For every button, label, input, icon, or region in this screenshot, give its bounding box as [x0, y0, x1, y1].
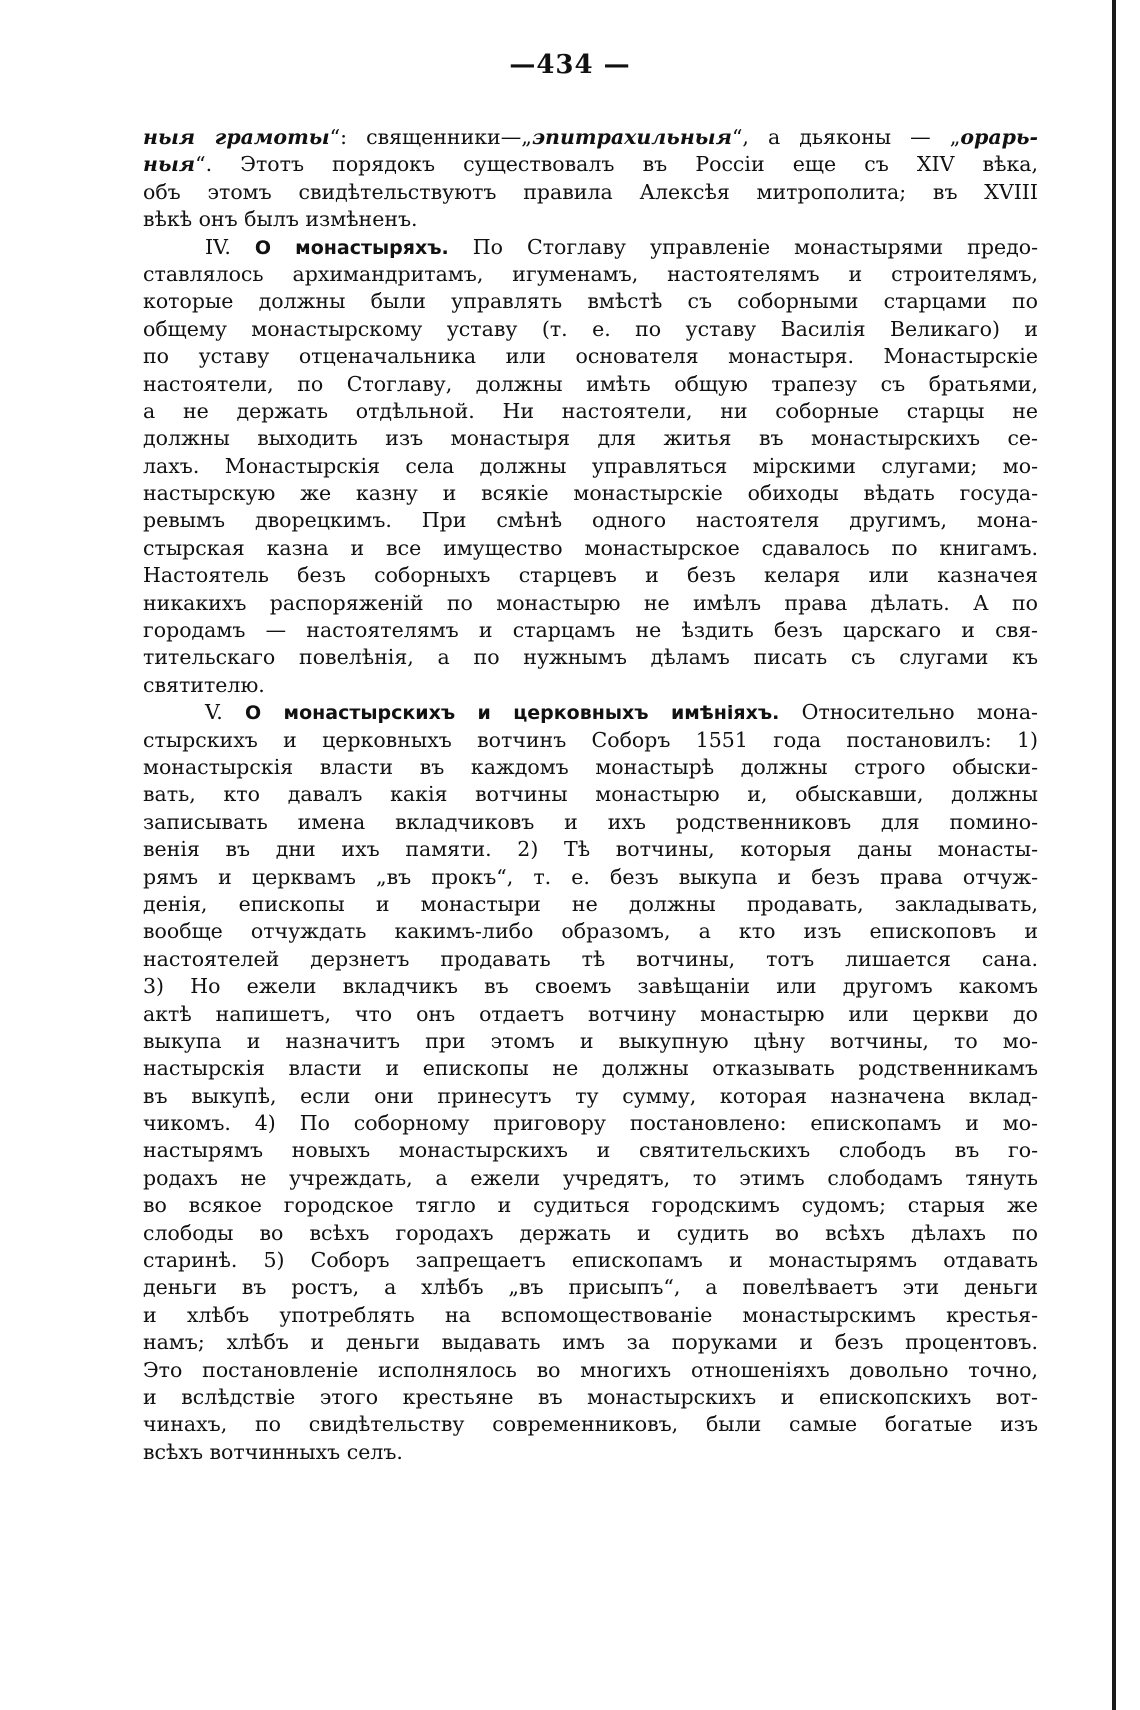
text-segment: старинѣ. 5) Соборъ запрещаетъ епископамъ и монастырямъ отдавать: [143, 1248, 1038, 1273]
text-segment: “, а дьяконы — „: [731, 125, 961, 149]
text-segment: всѣхъ вотчинныхъ селъ.: [143, 1439, 403, 1464]
text-line: [143, 918, 1038, 945]
text-line: [143, 1192, 1038, 1219]
text-segment: ревымъ дворецкимъ. При смѣнѣ одного настоятеля другимъ, мона-: [143, 508, 1038, 533]
text-line: [143, 809, 1038, 836]
text-segment: деньги въ ростъ, а хлѣбъ „въ присыпъ“, а повелѣваетъ эти деньги: [143, 1275, 1038, 1300]
text-line: [143, 781, 1038, 808]
text-segment: V.: [205, 700, 246, 725]
text-line: [143, 1384, 1038, 1411]
text-segment: лахъ. Монастырскiя села должны управляться мiрскими слугами; мо-: [143, 453, 1038, 478]
body-text: [143, 124, 1038, 1466]
italic-term: ныя: [143, 152, 196, 177]
text-line: [143, 1439, 1038, 1466]
text-segment: чинахъ, по свидѣтельству современниковъ, были самые богатые изъ: [143, 1412, 1038, 1437]
text-segment: Относительно мона-: [779, 700, 1038, 725]
text-line: [143, 1137, 1038, 1164]
text-segment: “: священники—„: [329, 125, 532, 149]
text-line: [143, 1055, 1038, 1082]
text-line: [143, 507, 1038, 534]
text-segment: тительскаго повелѣнiя, а по нужнымъ дѣламъ писать съ слугами къ: [143, 645, 1038, 670]
text-segment: которые должны были управлять вмѣстѣ съ соборными старцами по: [143, 289, 1038, 314]
text-line: [143, 754, 1038, 781]
text-line: [143, 1220, 1038, 1247]
text-line: [143, 1165, 1038, 1192]
text-line: [143, 1357, 1038, 1384]
text-segment: въ выкупѣ, если они принесутъ ту сумму, которая назначена вклад-: [143, 1083, 1038, 1108]
text-segment: выкупа и назначитъ при этомъ и выкупную цѣну вотчины, то мо-: [143, 1028, 1038, 1053]
section-heading: О монастырскихъ и церковныхъ имѣнiяхъ.: [245, 702, 780, 725]
text-segment: настоятелей дерзнетъ продавать тѣ вотчины, тотъ лишается сана.: [143, 946, 1038, 971]
text-segment: 3) Но ежели вкладчикъ въ своемъ завѣщанiи или другомъ какомъ: [143, 974, 1038, 999]
text-segment: вообще отчуждать какимъ-либо образомъ, а кто изъ епископовъ и: [143, 919, 1038, 944]
text-segment: слободы во всѣхъ городахъ держать и судить во всѣхъ дѣлахъ по: [143, 1220, 1038, 1245]
text-segment: монастырскiя власти въ каждомъ монастырѣ должны строго обыски-: [143, 754, 1038, 779]
text-segment: и вслѣдствiе этого крестьяне въ монастырскихъ и епископскихъ вот-: [143, 1384, 1038, 1409]
text-line: [143, 151, 1038, 178]
text-line: [143, 1302, 1038, 1329]
text-segment: стырская казна и все имущество монастырское сдавалось по книгамъ.: [143, 535, 1038, 560]
text-line: [143, 535, 1038, 562]
text-line: [143, 206, 1038, 233]
text-segment: общему монастырскому уставу (т. е. по уставу Василiя Великаго) и: [143, 316, 1038, 341]
text-segment: чикомъ. 4) По соборному приговору постановлено: епископамъ и мо-: [143, 1111, 1038, 1136]
text-segment: настырямъ новыхъ монастырскихъ и святительскихъ слободъ въ го-: [143, 1138, 1038, 1163]
text-segment: По Стоглаву управленiе монастырями предо-: [448, 234, 1038, 259]
text-line: [143, 1028, 1038, 1055]
text-segment: стырскихъ и церковныхъ вотчинъ Соборъ 1551 года постановилъ: 1): [143, 727, 1038, 752]
text-line: [143, 836, 1038, 863]
text-line: [143, 425, 1038, 452]
text-segment: намъ; хлѣбъ и деньги выдавать имъ за поруками и безъ процентовъ.: [143, 1330, 1038, 1355]
text-line: [143, 343, 1038, 370]
text-segment: и хлѣбъ употреблять на вспомоществованiе монастырскимъ крестья-: [143, 1302, 1038, 1327]
text-segment: городамъ — настоятелямъ и старцамъ не ѣздить безъ царскаго и свя-: [143, 618, 1038, 643]
text-segment: записывать имена вкладчиковъ и ихъ родственниковъ для помино-: [143, 809, 1038, 834]
text-line: [143, 124, 1038, 151]
text-line: [143, 1247, 1038, 1274]
text-line: [143, 1083, 1038, 1110]
text-line: [143, 973, 1038, 1000]
text-segment: вать, кто давалъ какiя вотчины монастырю и, обыскавши, должны: [143, 782, 1038, 807]
text-line: [143, 1274, 1038, 1301]
italic-term: орарь-: [960, 125, 1038, 149]
section-heading: О монастыряхъ.: [254, 236, 449, 259]
text-line: [143, 590, 1038, 617]
text-line: [143, 699, 1038, 726]
text-segment: настырскiя власти и епископы не должны отказывать родственникамъ: [143, 1056, 1038, 1081]
text-segment: а не держать отдѣльной. Ни настоятели, ни соборные старцы не: [143, 398, 1038, 423]
text-line: [143, 644, 1038, 671]
text-segment: должны выходить изъ монастыря для житья въ монастырскихъ се-: [143, 426, 1038, 451]
text-segment: объ этомъ свидѣтельствуютъ правила Алексѣя митрополита; въ XVIII: [143, 179, 1038, 204]
text-line: [143, 1001, 1038, 1028]
text-line: [143, 371, 1038, 398]
text-line: [143, 480, 1038, 507]
text-segment: венiя въ дни ихъ памяти. 2) Тѣ вотчины, которыя даны монасты-: [143, 837, 1038, 862]
text-line: [143, 727, 1038, 754]
text-segment: рямъ и церквамъ „въ прокъ“, т. е. безъ выкупа и безъ права отчуж-: [143, 864, 1038, 889]
text-segment: святителю.: [143, 672, 265, 697]
text-line: [143, 316, 1038, 343]
text-line: [143, 1411, 1038, 1438]
text-segment: настоятели, по Стоглаву, должны имѣть общую трапезу съ братьями,: [143, 371, 1038, 396]
text-segment: ставлялось архимандритамъ, игуменамъ, настоятелямъ и строителямъ,: [143, 261, 1038, 286]
text-line: [143, 864, 1038, 891]
text-line: [143, 398, 1038, 425]
text-line: [143, 453, 1038, 480]
text-segment: родахъ не учреждать, а ежели учредятъ, то этимъ слободамъ тянуть: [143, 1165, 1038, 1190]
text-segment: актѣ напишетъ, что онъ отдаетъ вотчину монастырю или церкви до: [143, 1001, 1038, 1026]
text-line: [143, 562, 1038, 589]
text-segment: никакихъ распоряженiй по монастырю не имѣлъ права дѣлать. А по: [143, 590, 1038, 615]
italic-term: ныя грамоты: [143, 125, 330, 149]
text-line: [143, 234, 1038, 261]
italic-term: эпитрахильныя: [531, 125, 732, 149]
text-segment: Настоятель безъ соборныхъ старцевъ и безъ келаря или казначея: [143, 563, 1038, 588]
text-line: [143, 261, 1038, 288]
text-segment: во всякое городское тягло и судиться городскимъ судомъ; старыя же: [143, 1193, 1038, 1218]
text-line: [143, 288, 1038, 315]
page-edge-rule: [1112, 0, 1116, 1710]
text-line: [143, 672, 1038, 699]
text-line: [143, 891, 1038, 918]
text-segment: IV.: [205, 234, 255, 259]
text-line: [143, 1329, 1038, 1356]
text-line: [143, 1110, 1038, 1137]
text-segment: настырскую же казну и всякiе монастырскiе обиходы вѣдать госуда-: [143, 481, 1038, 506]
text-segment: денiя, епископы и монастыри не должны продавать, закладывать,: [143, 891, 1038, 916]
text-line: [143, 617, 1038, 644]
text-segment: Это постановленiе исполнялось во многихъ отношенiяхъ довольно точно,: [143, 1357, 1038, 1382]
page-number: —434 —: [509, 50, 631, 80]
text-segment: вѣкѣ онъ былъ измѣненъ.: [143, 207, 418, 232]
text-segment: по уставу отценачальника или основателя монастыря. Монастырскiе: [143, 344, 1038, 369]
text-line: [143, 946, 1038, 973]
text-line: [143, 179, 1038, 206]
text-segment: “. Этотъ порядокъ существовалъ въ Россiи еще съ XIV вѣка,: [195, 152, 1038, 177]
